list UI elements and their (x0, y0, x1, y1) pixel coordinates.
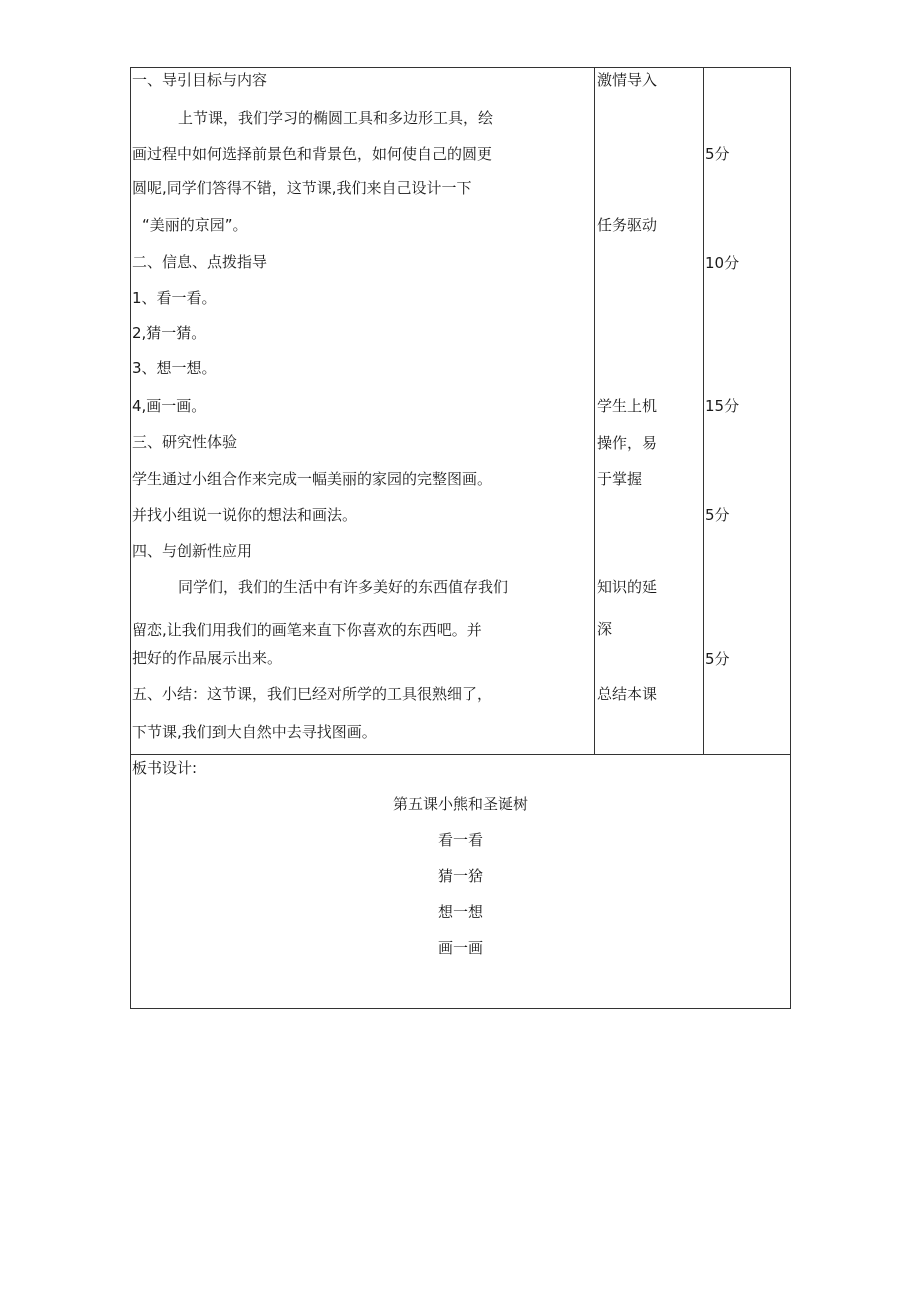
section-heading: 二、信息、点拨指导 (132, 253, 268, 271)
method-label: 学生上机 (597, 397, 658, 415)
time-value: 5分 (705, 506, 730, 524)
method-label: 于掌握 (597, 470, 643, 488)
paragraph-line: “美丽的京园”。 (142, 216, 248, 234)
method-label: 激情导入 (597, 71, 658, 89)
board-line: 看一看 (437, 831, 483, 849)
section-heading: 四、与创新性应用 (132, 542, 253, 560)
section-heading: 五、小结：这节课，我们巳经对所学的工具很熟细了， (132, 685, 493, 703)
board-label: 板书设计: (132, 759, 198, 777)
list-item: 2,猜一猜。 (132, 324, 207, 342)
column-divider-time (703, 67, 704, 754)
paragraph-line: 留恋,让我们用我们的画笔来直下你喜欢的东西吧。并 (132, 621, 482, 639)
section-heading: 一、导引目标与内容 (132, 71, 268, 89)
board-line: 画一画 (437, 939, 483, 957)
list-item: 4,画一画。 (132, 397, 207, 415)
board-title: 第五课小熊和圣诞树 (392, 795, 528, 813)
column-divider-method (594, 67, 595, 754)
time-value: 10分 (705, 254, 740, 272)
method-label: 操作，易 (597, 434, 658, 452)
time-value: 5分 (705, 650, 730, 668)
paragraph-line: 上节课，我们学习的椭圆工具和多边形工具，绘 (178, 109, 494, 127)
board-line: 猜一猞 (437, 867, 483, 885)
paragraph-line: 把好的作品展示出来。 (132, 649, 283, 667)
paragraph-line: 画过程中如何选择前景色和背景色，如何使自己的圆更 (132, 145, 493, 163)
paragraph-line: 并找小组说一说你的想法和画法。 (132, 506, 358, 524)
board-line: 想一想 (437, 903, 483, 921)
paragraph-line: 下节课,我们到大自然中去寻找图画。 (132, 723, 377, 741)
row-divider-board (130, 754, 791, 755)
time-value: 5分 (705, 145, 730, 163)
paragraph-line: 学生通过小组合作来完成一幅美丽的家园的完整图画。 (132, 470, 493, 488)
section-heading: 三、研究性体验 (132, 433, 238, 451)
paragraph-line: 圆呢,同学们答得不错，这节课,我们来自己设计一下 (132, 179, 472, 197)
method-label: 知识的延 (597, 578, 658, 596)
method-label: 总结本课 (597, 685, 658, 703)
paragraph-line: 同学们，我们的生活中有许多美好的东西值存我们 (178, 578, 509, 596)
method-label: 任务驱动 (597, 216, 658, 234)
list-item: 1、看一看。 (132, 289, 217, 307)
time-value: 15分 (705, 397, 740, 415)
method-label: 深 (597, 620, 613, 638)
list-item: 3、想一想。 (132, 359, 217, 377)
